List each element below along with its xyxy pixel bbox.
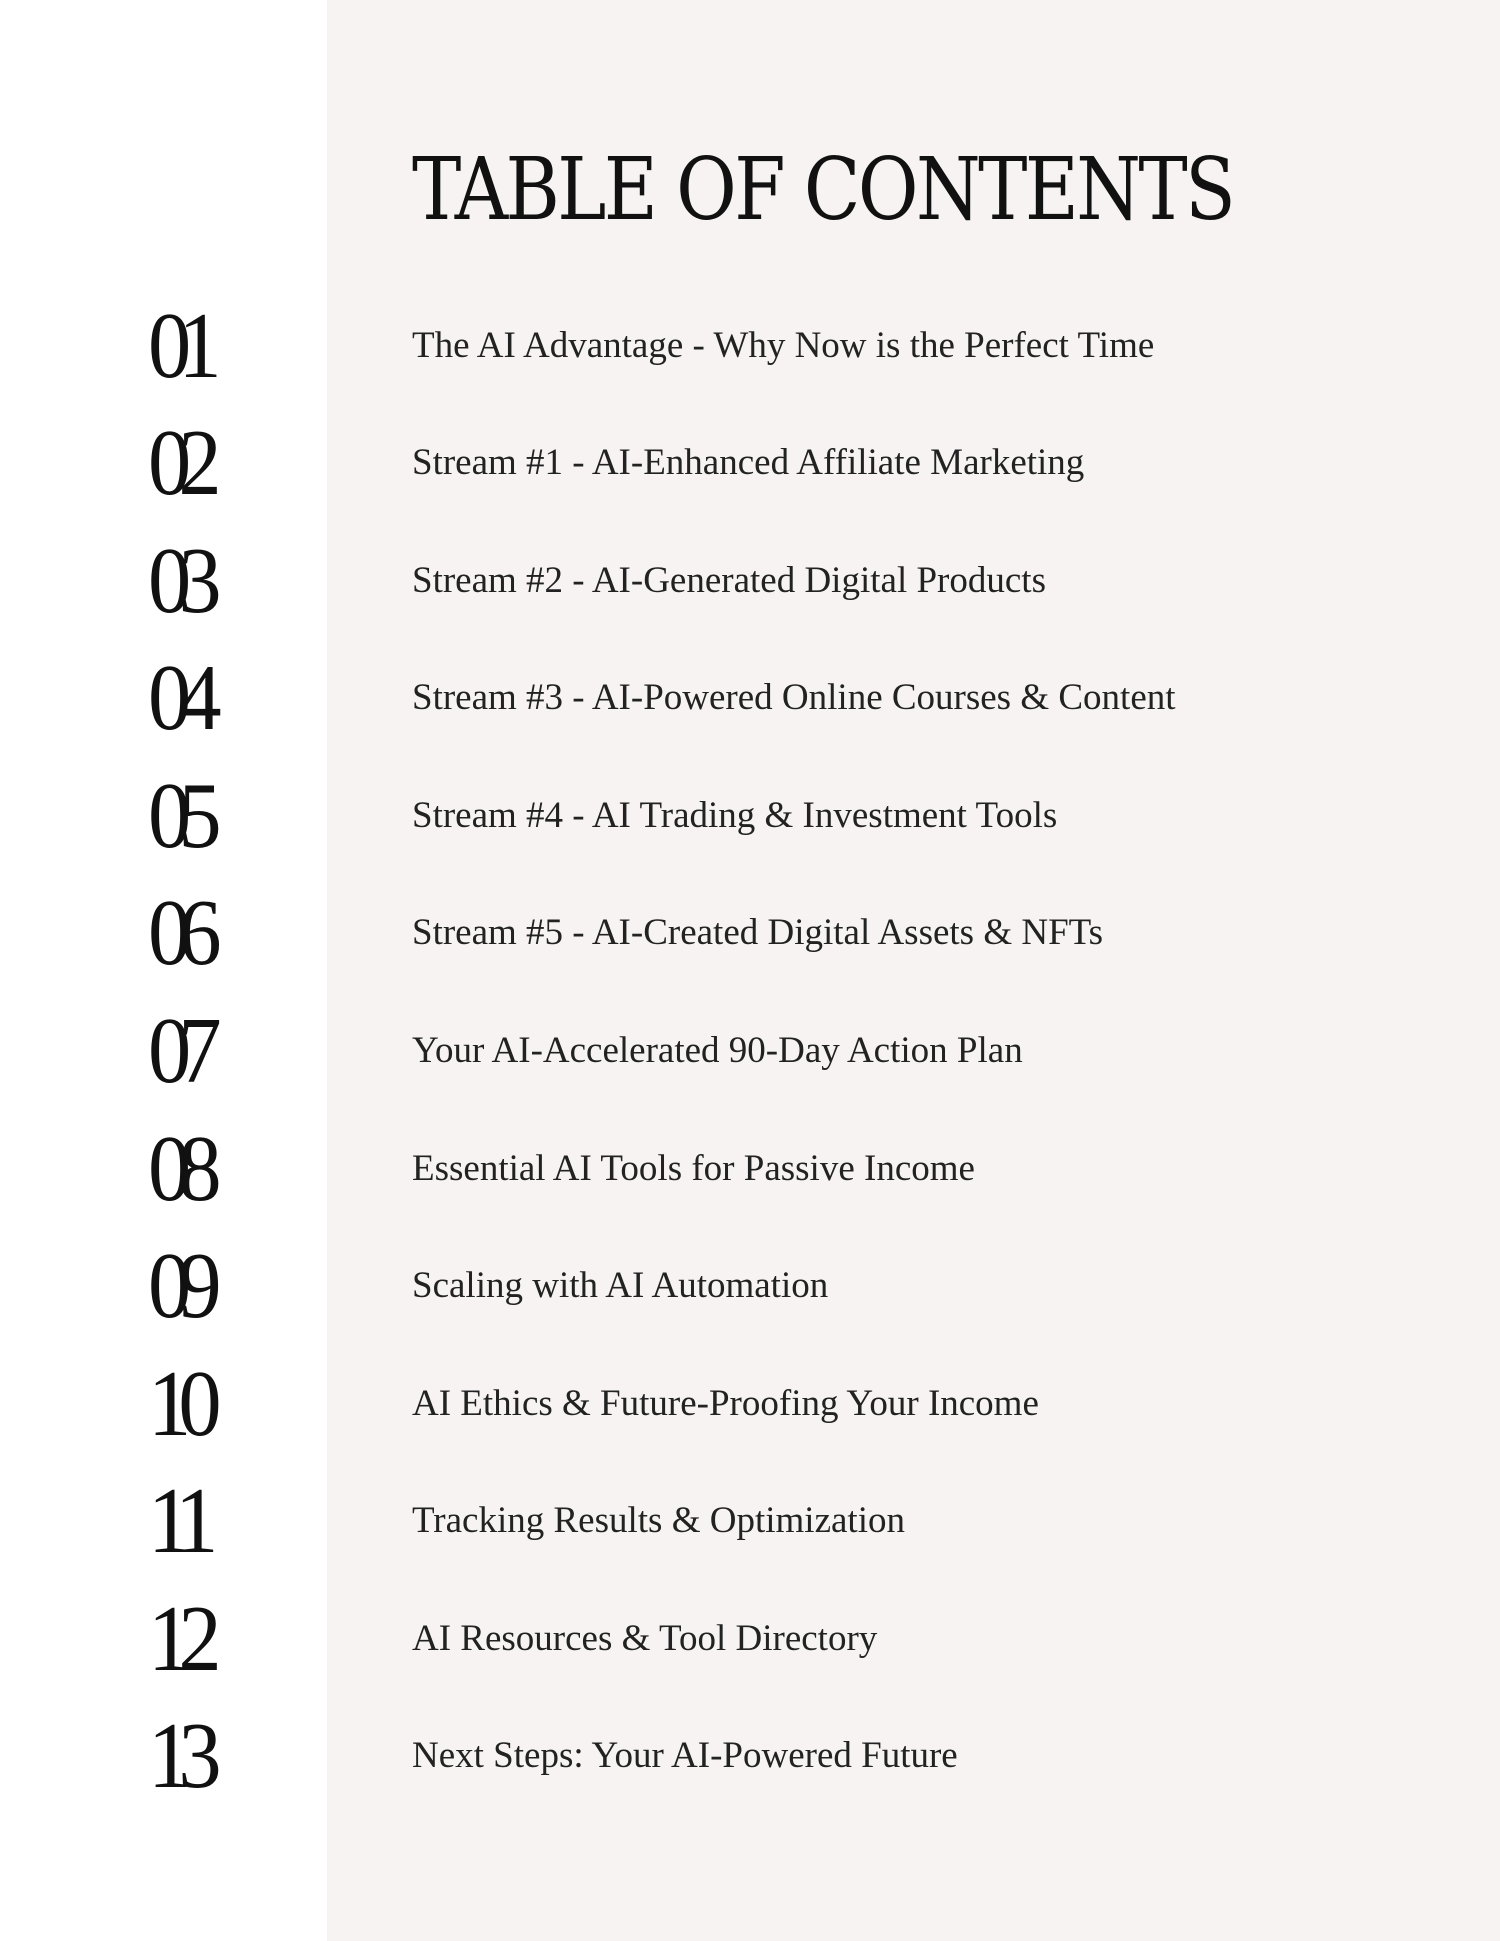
- toc-item-05[interactable]: [0, 762, 1500, 879]
- toc-label: Stream #4 - AI Trading & Investment Tools: [412, 795, 1058, 836]
- toc-label: Next Steps: Your AI-Powered Future: [412, 1735, 958, 1776]
- toc-label: Stream #5 - AI-Created Digital Assets & NFTs: [412, 912, 1104, 953]
- toc-item-07[interactable]: [0, 997, 1500, 1114]
- toc-item-04[interactable]: [0, 644, 1500, 761]
- toc-number: 01: [148, 294, 209, 398]
- toc-item-01[interactable]: [0, 292, 1500, 409]
- toc-item-11[interactable]: [0, 1467, 1500, 1584]
- toc-number: 02: [148, 411, 209, 515]
- toc-number: 04: [148, 646, 209, 750]
- toc-label: Stream #2 - AI-Generated Digital Products: [412, 560, 1046, 601]
- toc-label: The AI Advantage - Why Now is the Perfect Time: [412, 325, 1155, 366]
- toc-label: Tracking Results & Optimization: [412, 1500, 905, 1541]
- toc-number: 06: [148, 881, 209, 985]
- toc-label: Stream #1 - AI-Enhanced Affiliate Marketing: [412, 442, 1085, 483]
- toc-item-10[interactable]: [0, 1350, 1500, 1467]
- toc-item-06[interactable]: [0, 879, 1500, 996]
- toc-label: Scaling with AI Automation: [412, 1265, 829, 1306]
- toc-label: AI Ethics & Future-Proofing Your Income: [412, 1383, 1039, 1424]
- toc-label: Essential AI Tools for Passive Income: [412, 1148, 975, 1189]
- toc-number: 11: [148, 1469, 206, 1573]
- toc-number: 03: [148, 529, 209, 633]
- toc-number: 10: [148, 1352, 209, 1456]
- toc-number: 13: [148, 1704, 209, 1808]
- toc-item-13[interactable]: [0, 1702, 1500, 1819]
- toc-label: Your AI-Accelerated 90-Day Action Plan: [412, 1030, 1023, 1071]
- toc-number: 09: [148, 1234, 209, 1338]
- toc-item-12[interactable]: [0, 1585, 1500, 1702]
- toc-number: 08: [148, 1117, 209, 1221]
- toc-label: AI Resources & Tool Directory: [412, 1618, 878, 1659]
- toc-item-09[interactable]: [0, 1232, 1500, 1349]
- toc-item-08[interactable]: [0, 1115, 1500, 1232]
- toc-item-02[interactable]: [0, 409, 1500, 526]
- page-title: TABLE OF CONTENTS: [412, 140, 1234, 240]
- toc-number: 05: [148, 764, 209, 868]
- toc-item-03[interactable]: [0, 527, 1500, 644]
- toc-number: 07: [148, 999, 209, 1103]
- toc-label: Stream #3 - AI-Powered Online Courses & Content: [412, 677, 1176, 718]
- toc-number: 12: [148, 1587, 209, 1691]
